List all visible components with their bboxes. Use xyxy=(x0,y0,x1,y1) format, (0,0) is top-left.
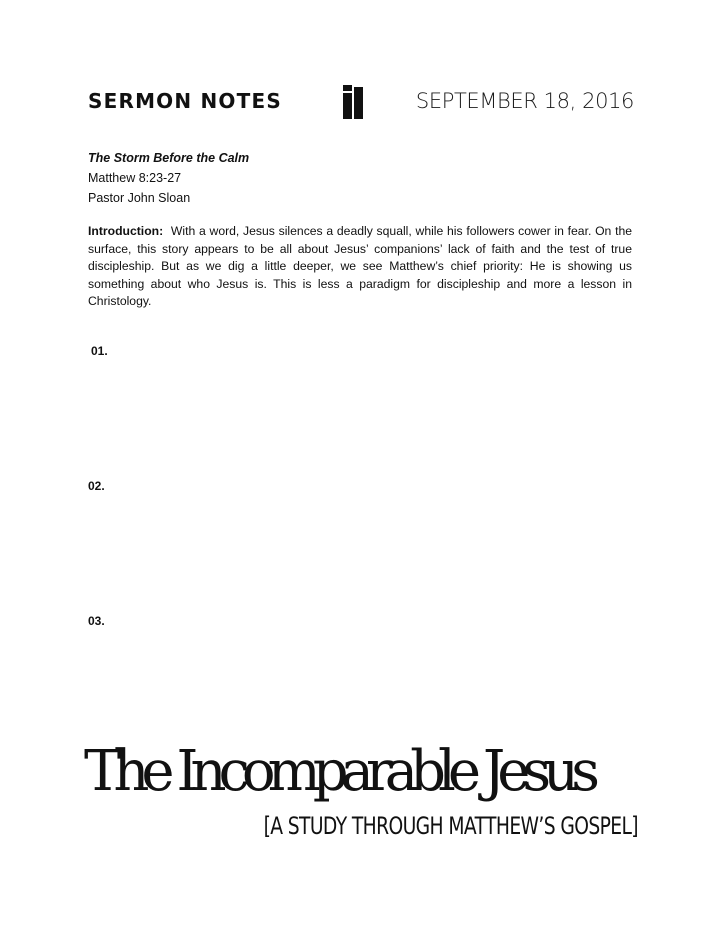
series-subtitle: [A STUDY THROUGH MATTHEW’S GOSPEL] xyxy=(263,812,638,840)
point-1-label: 01. xyxy=(91,344,108,358)
introduction-label: Introduction: xyxy=(88,224,164,238)
sermon-meta xyxy=(88,148,249,208)
sermon-title: The Storm Before the Calm xyxy=(88,151,250,165)
point-3-label: 03. xyxy=(88,614,105,628)
church-logo-icon xyxy=(341,85,365,119)
sermon-date: SEPTEMBER 18, 2016 xyxy=(415,89,634,113)
point-2-label: 02. xyxy=(88,479,105,493)
speaker-name: Pastor John Sloan xyxy=(88,191,191,205)
series-title: The Incomparable Jesus xyxy=(84,739,592,804)
scripture-passage: Matthew 8:23-27 xyxy=(88,171,182,185)
introduction-paragraph xyxy=(88,223,632,311)
sermon-notes-label: SERMON NOTES xyxy=(88,89,282,113)
introduction-text: With a word, Jesus silences a deadly squall, while his followers cower in fear. On the surface, this story appears to be all about Jesus’ companions’ lack of faith and the test of true discipleship. But as we dig a little deeper, we see Matthew’s chief priority: He is showing us something about who Jesus is. This is less a paradigm for discipleship and more a lesson in Christology. xyxy=(88,224,633,309)
page-header xyxy=(0,0,720,130)
